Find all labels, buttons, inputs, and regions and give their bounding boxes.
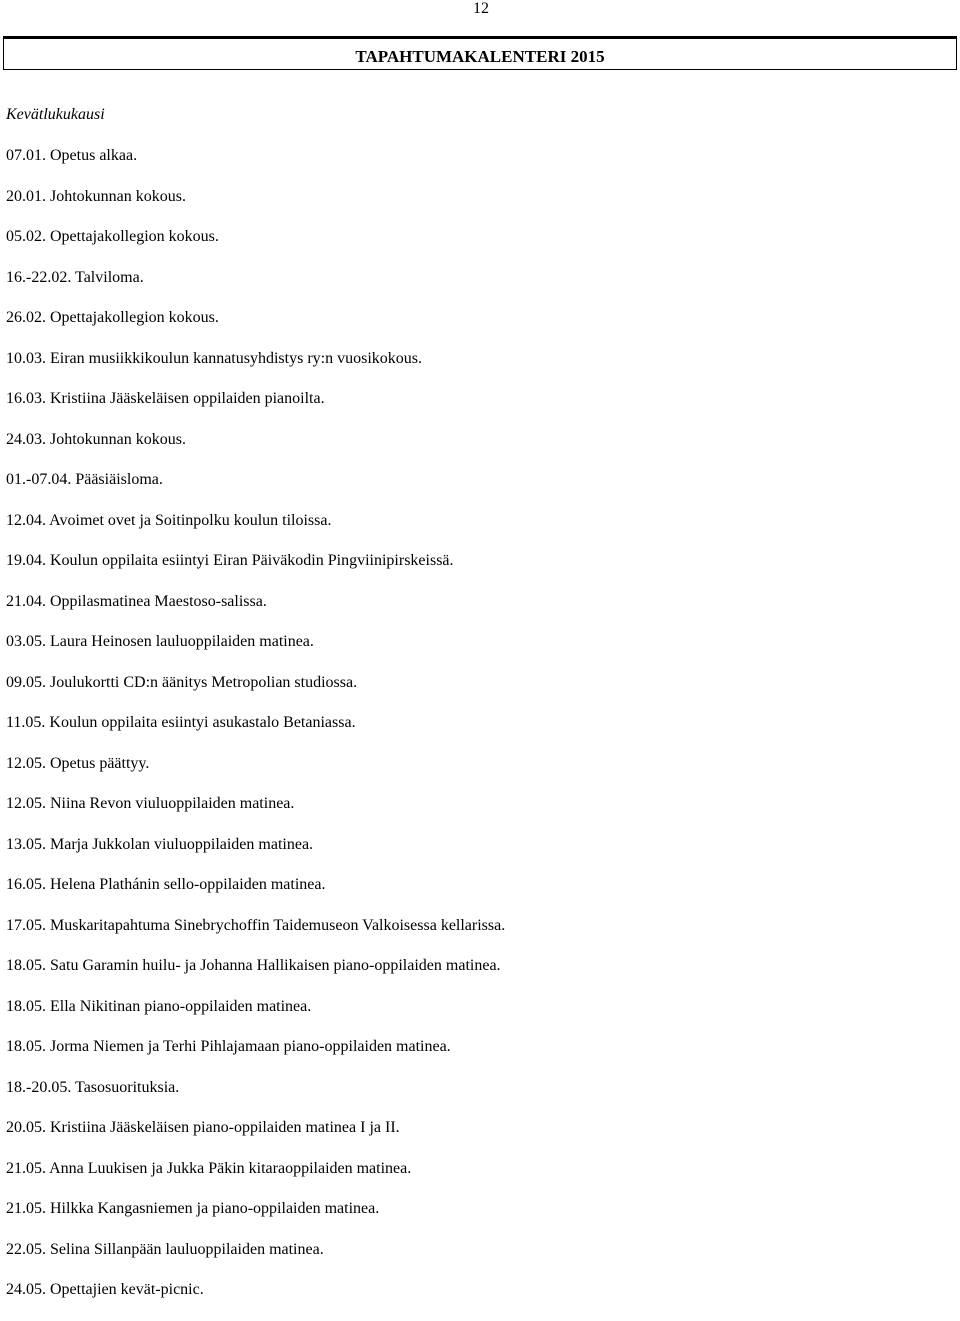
list-item xyxy=(6,592,505,633)
event-date: 12.04. xyxy=(6,511,46,529)
event-description: Kristiina Jääskeläisen oppilaiden pianoilta. xyxy=(50,390,325,407)
list-item xyxy=(6,1240,505,1281)
event-date: 18.05. xyxy=(6,1038,46,1055)
event-description: Johtokunnan kokous. xyxy=(50,430,186,448)
event-date: 03.05. xyxy=(6,633,46,650)
event-date: 21.05. xyxy=(6,1159,46,1177)
event-description: Pääsiäisloma. xyxy=(75,471,163,488)
list-item xyxy=(6,146,505,187)
title-box xyxy=(3,36,957,70)
event-description: Selina Sillanpään lauluoppilaiden matinea. xyxy=(50,1240,324,1258)
list-item xyxy=(6,227,505,268)
event-description: Opetus päättyy. xyxy=(50,754,150,772)
event-date: 11.05. xyxy=(6,714,46,731)
list-item xyxy=(6,308,505,349)
list-item xyxy=(6,1118,505,1159)
event-list xyxy=(6,146,505,1321)
event-date: 18.-20.05. xyxy=(6,1078,72,1096)
event-date: 10.03. xyxy=(6,349,46,367)
event-description: Kristiina Jääskeläisen piano-oppilaiden matinea I ja II. xyxy=(50,1119,400,1136)
event-description: Helena Plathánin sello-oppilaiden matinea. xyxy=(50,876,326,893)
event-date: 13.05. xyxy=(6,835,46,853)
event-date: 18.05. xyxy=(6,957,46,974)
list-item xyxy=(6,713,505,754)
event-description: Avoimet ovet ja Soitinpolku koulun tiloissa. xyxy=(49,511,332,529)
event-description: Muskaritapahtuma Sinebrychoffin Taidemuseon Valkoisessa kellarissa. xyxy=(50,916,506,934)
section-heading: Kevätlukukausi xyxy=(6,106,105,123)
event-description: Anna Luukisen ja Jukka Päkin kitaraoppilaiden matinea. xyxy=(49,1159,412,1177)
event-description: Talviloma. xyxy=(75,268,144,286)
list-item xyxy=(6,835,505,876)
event-date: 16.-22.02. xyxy=(6,268,72,286)
event-date: 26.02. xyxy=(6,309,46,326)
page-number: 12 xyxy=(473,0,489,17)
event-description: Koulun oppilaita esiintyi asukastalo Betaniassa. xyxy=(49,714,356,731)
list-item xyxy=(6,551,505,592)
event-description: Oppilasmatinea Maestoso-salissa. xyxy=(50,592,267,610)
event-date: 20.05. xyxy=(6,1119,46,1136)
list-item xyxy=(6,1037,505,1078)
list-item xyxy=(6,389,505,430)
event-date: 12.05. xyxy=(6,754,46,772)
event-description: Niina Revon viuluoppilaiden matinea. xyxy=(50,795,295,812)
event-description: Eiran musiikkikoulun kannatusyhdistys ry:n vuosikokous. xyxy=(50,349,422,367)
event-description: Hilkka Kangasniemen ja piano-oppilaiden matinea. xyxy=(50,1200,380,1217)
event-description: Marja Jukkolan viuluoppilaiden matinea. xyxy=(50,835,314,853)
list-item xyxy=(6,430,505,471)
event-date: 07.01. xyxy=(6,147,46,164)
page-title: TAPAHTUMAKALENTERI 2015 xyxy=(355,47,605,66)
event-description: Opettajakollegion kokous. xyxy=(50,228,219,245)
event-date: 20.01. xyxy=(6,187,46,205)
event-date: 17.05. xyxy=(6,916,46,934)
event-date: 01.-07.04. xyxy=(6,471,72,488)
list-item xyxy=(6,875,505,916)
list-item xyxy=(6,268,505,309)
list-item xyxy=(6,349,505,390)
list-item xyxy=(6,673,505,714)
event-date: 19.04. xyxy=(6,552,46,569)
event-date: 12.05. xyxy=(6,795,46,812)
list-item xyxy=(6,997,505,1038)
list-item xyxy=(6,794,505,835)
event-description: Opettajien kevät-picnic. xyxy=(50,1281,204,1298)
list-item xyxy=(6,956,505,997)
list-item xyxy=(6,187,505,228)
list-item xyxy=(6,470,505,511)
event-description: Laura Heinosen lauluoppilaiden matinea. xyxy=(50,633,314,650)
list-item xyxy=(6,632,505,673)
event-date: 24.03. xyxy=(6,430,46,448)
event-description: Ella Nikitinan piano-oppilaiden matinea. xyxy=(50,997,312,1015)
event-date: 24.05. xyxy=(6,1281,46,1298)
list-item xyxy=(6,916,505,957)
list-item xyxy=(6,1199,505,1240)
list-item xyxy=(6,754,505,795)
event-description: Tasosuorituksia. xyxy=(75,1078,180,1096)
event-description: Johtokunnan kokous. xyxy=(50,187,186,205)
event-date: 05.02. xyxy=(6,228,46,245)
event-description: Opettajakollegion kokous. xyxy=(50,309,219,326)
event-date: 22.05. xyxy=(6,1240,46,1258)
event-description: Jorma Niemen ja Terhi Pihlajamaan piano-oppilaiden matinea. xyxy=(50,1038,451,1055)
list-item xyxy=(6,1159,505,1200)
event-date: 16.05. xyxy=(6,876,46,893)
event-description: Joulukortti CD:n äänitys Metropolian studiossa. xyxy=(50,673,358,691)
list-item xyxy=(6,1280,505,1321)
event-date: 21.05. xyxy=(6,1200,46,1217)
event-description: Koulun oppilaita esiintyi Eiran Päiväkodin Pingviinipirskeissä. xyxy=(50,552,454,569)
event-date: 09.05. xyxy=(6,673,46,691)
event-description: Satu Garamin huilu- ja Johanna Hallikaisen piano-oppilaiden matinea. xyxy=(50,957,501,974)
event-date: 16.03. xyxy=(6,390,46,407)
list-item xyxy=(6,1078,505,1119)
event-date: 21.04. xyxy=(6,592,46,610)
event-date: 18.05. xyxy=(6,997,46,1015)
event-description: Opetus alkaa. xyxy=(50,147,138,164)
list-item xyxy=(6,511,505,552)
